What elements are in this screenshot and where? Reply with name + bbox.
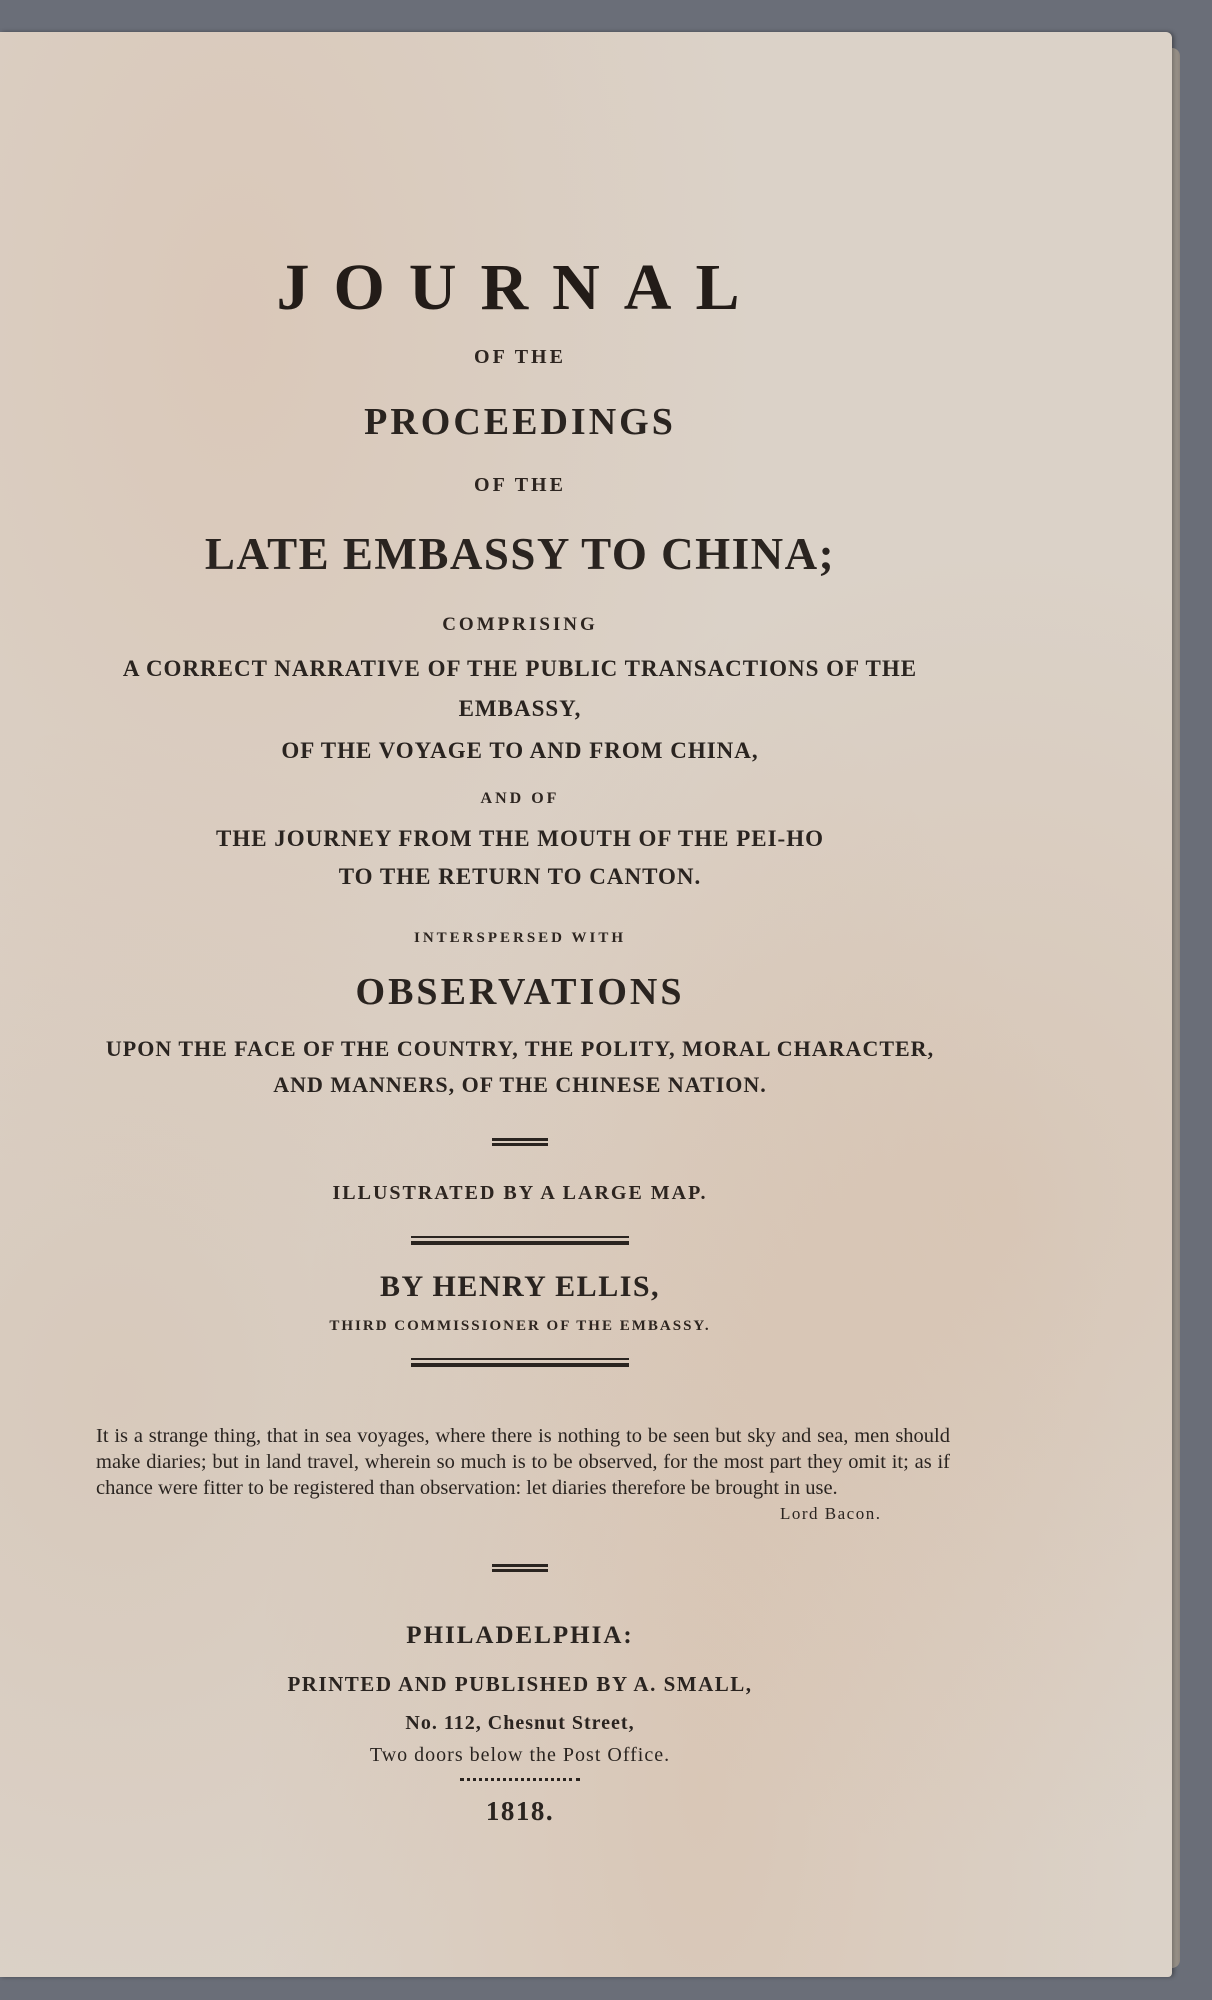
subtitle-upon-line2: AND MANNERS, OF THE CHINESE NATION. [273, 1072, 767, 1097]
subtitle-interspersed: INTERSPERSED WITH [413, 930, 627, 946]
subtitle-observations: OBSERVATIONS [355, 971, 685, 1013]
epigraph-attribution: Lord Bacon. [780, 1504, 882, 1523]
author-byline: BY HENRY ELLIS, [379, 1270, 661, 1303]
title-late-embassy: LATE EMBASSY TO CHINA; [204, 529, 836, 579]
subtitle-comprising: COMPRISING [442, 614, 598, 635]
subtitle-journey-line2: TO THE RETURN TO CANTON. [338, 864, 702, 889]
title-journal: JOURNAL [276, 251, 764, 324]
divider-rule-2 [0, 1236, 1040, 1245]
subtitle-journey-line1: THE JOURNEY FROM THE MOUTH OF THE PEI-HO [215, 826, 824, 851]
title-page [0, 32, 1172, 1977]
subtitle-and-of: AND OF [480, 790, 560, 807]
subtitle-narrative-line1: A CORRECT NARRATIVE OF THE PUBLIC TRANSACTIONS OF THE [122, 656, 918, 681]
divider-rule-4 [0, 1564, 1040, 1572]
title-of-the-1: OF THE [474, 346, 566, 368]
author-role: THIRD COMMISSIONER OF THE EMBASSY. [329, 1318, 711, 1334]
imprint-year: 1818. [485, 1796, 555, 1826]
title-of-the-2: OF THE [474, 474, 566, 496]
imprint-address: No. 112, Chesnut Street, [405, 1712, 635, 1734]
illustrated-note: ILLUSTRATED BY A LARGE MAP. [332, 1182, 708, 1204]
epigraph-text: It is a strange thing, that in sea voyages, where there is nothing to be seen but sky and sea, men should make diaries; but in land travel, wherein so much is to be observed, for the most part they omit it; as if chance were fitter to be registered than observation: let diaries therefore be brought in use. [96, 1424, 950, 1499]
imprint-printer: PRINTED AND PUBLISHED BY A. SMALL, [287, 1672, 753, 1696]
imprint-location: Two doors below the Post Office. [369, 1744, 671, 1766]
subtitle-upon-line1: UPON THE FACE OF THE COUNTRY, THE POLITY, MORAL CHARACTER, [105, 1036, 935, 1061]
subtitle-narrative-line2: EMBASSY, [458, 696, 582, 721]
title-proceedings: PROCEEDINGS [364, 401, 676, 443]
divider-rule-1 [0, 1138, 1040, 1146]
dotted-divider [0, 1778, 1040, 1781]
divider-rule-3 [0, 1358, 1040, 1367]
imprint-city: PHILADELPHIA: [406, 1622, 634, 1649]
subtitle-voyage: OF THE VOYAGE TO AND FROM CHINA, [281, 738, 759, 763]
